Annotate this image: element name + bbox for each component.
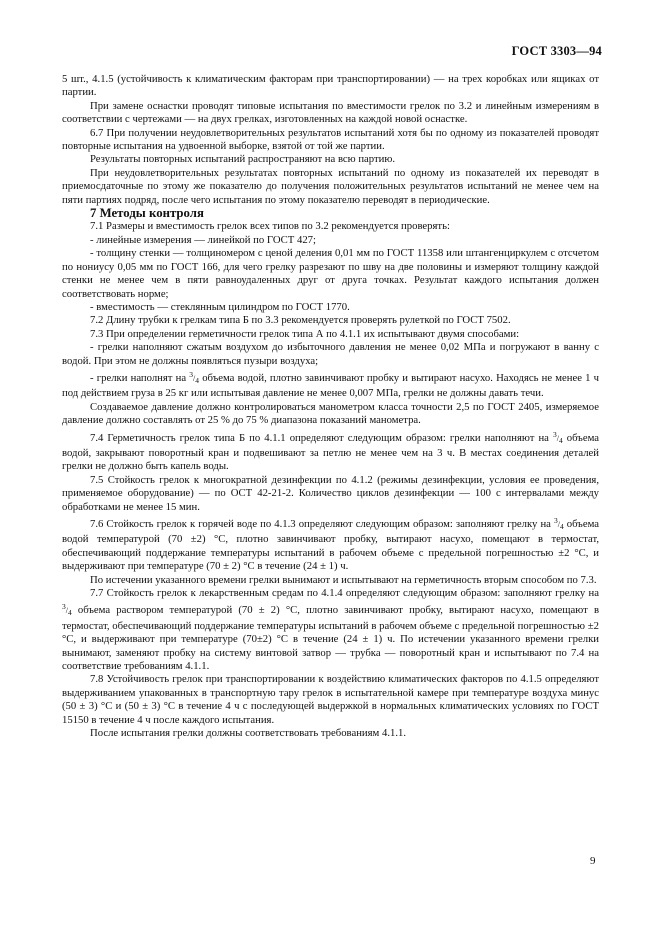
text-run: объема водой, закрывают поворотный кран и подвешивают за петлю не менее чем на 3 ч. В местах соединения деталей грелки не должно быть капель воды. [62, 431, 599, 473]
paragraph-7-6 [62, 514, 599, 574]
list-item: - толщину стенки — толщиномером с ценой деления 0,01 мм по ГОСТ 11358 или штангенциркулем с отсчетом по нониусу 0,05 мм по ГОСТ 166, для чего грелку разрезают по шву на две половины и измеряют толщину каждой стенки не менее чем в пяти равноудаленных друг от друга точках. Результат каждого испытания должен соответствовать норме; [62, 247, 599, 300]
list-item: - грелки наполняют сжатым воздухом до избыточного давления не менее 0,02 МПа и погружают в ванну с водой. При этом не должны появляться пузыри воздуха; [62, 341, 599, 367]
paragraph: Создаваемое давление должно контролироваться манометром класса точности 2,5 по ГОСТ 2405, измеряемое давление должно составлять от 25 % до 75 % диапазона показаний манометра. [62, 400, 599, 427]
text-run: 7.7 Стойкость грелок к лекарственным средам по 4.1.4 определяют следующим образом: заполняют грелку на [90, 587, 599, 600]
paragraph-7-8: 7.8 Устойчивость грелок при транспортировании к воздействию климатических факторов по 4.1.5 определяют выдерживанием упакованных в транспортную тару грелок в испытательной камере при температуре воздуха минус (50 ± 3) °С и (50 ± 3) °С в течение 4 ч с последующей выдержкой в нормальных климатических условиях по ГОСТ 15150 в течение 4 ч после каждого испытания. [62, 673, 599, 726]
fraction-den: 4 [558, 435, 563, 445]
text-run: объема раствором температурой (70 ± 2) °С, плотно завинчивают пробку, вытирают насухо, помещают в термостат, обеспечивающий поддержание температуры испытаний в рабочем объеме с предельной погрешностью ±2 °С, и выдерживают при температуре (70±2) °С в течение (24 ± 1) ч. По истечении указанного времени грелки вынимают, заменяют пробку на систему винтовой затвор — трубка — поворотный кран и испытывают по 7.4 на соответствие требованиям 4.1.1. [62, 604, 599, 673]
fraction: $^3/_4$ [553, 516, 564, 531]
paragraph: При неудовлетворительных результатах повторных испытаний по одному из показателей их переводят в приемосдаточные по этому же показателю до получения положительных результатов испытаний не менее чем на пяти партиях подряд, после чего испытания по этому показателю переводят в периодические. [62, 166, 599, 206]
fraction: $^3/_4$ [552, 429, 563, 445]
fraction-num: 3 [553, 516, 558, 525]
paragraph-7-3: 7.3 При определении герметичности грелок типа А по 4.1.1 их испытывают двумя способами: [90, 327, 520, 340]
text-run: 7.4 Герметичность грелок типа Б по 4.1.1 определяют следующим образом: грелки наполняют на [90, 431, 549, 444]
page-number: 9 [590, 855, 596, 867]
paragraph-7-2: 7.2 Длину трубки к грелкам типа Б по 3.3 рекомендуется проверять рулеткой по ГОСТ 7502. [90, 314, 511, 327]
list-item [62, 368, 599, 401]
fraction-den: 4 [195, 375, 200, 385]
fraction-den: 4 [559, 522, 564, 531]
fraction: $^3/_4$ [62, 602, 72, 618]
text-run: объема водой, плотно завинчивают пробку и вытирают насухо. Находясь не менее 1 ч под действием груза в 25 кг или испытывая давление не менее 0,007 МПа, грелки не должны давать течи. [62, 371, 600, 400]
document-body [62, 73, 599, 741]
paragraph-7-4 [62, 428, 599, 474]
text-run: - грелки наполнят на [90, 371, 187, 384]
paragraph-7-1: 7.1 Размеры и вместимость грелок всех типов по 3.2 рекомендуется проверять: [90, 220, 450, 233]
fraction-num: 3 [62, 602, 66, 612]
paragraph: Результаты повторных испытаний распространяют на всю партию. [90, 153, 396, 166]
list-item: - вместимость — стеклянным цилиндром по ГОСТ 1770. [90, 300, 350, 313]
paragraph: После испытания грелки должны соответствовать требованиям 4.1.1. [90, 727, 407, 740]
fraction-num: 3 [552, 429, 557, 439]
paragraph: При замене оснастки проводят типовые испытания по вместимости грелок по 3.2 и линейным измерениям в соответствии с чертежами — на двух грелках, изготовленных на каждой новой оснастке. [62, 99, 599, 126]
text-run: объема водой температурой (70 ±2) °С, плотно завинчивают пробку, вытирают насухо, помещают в термостат, обеспечивающий поддержание температуры испытаний в рабочем объеме с предельной погрешностью ±2 °С, и выдерживают при температуре (70 ± 2) °С в течение (24 ± 1) ч. [62, 518, 599, 573]
fraction-num: 3 [189, 369, 194, 379]
section-title: 7 Методы контроля [90, 206, 204, 221]
paragraph: По истечении указанного времени грелки вынимают и испытывают на герметичность вторым способом по 7.3. [90, 573, 597, 586]
list-item: - линейные измерения — линейкой по ГОСТ 427; [90, 233, 316, 246]
document-header: ГОСТ 3303—94 [511, 44, 602, 58]
paragraph-7-7 [62, 587, 599, 673]
paragraph: 6.7 При получении неудовлетворительных результатов испытаний хотя бы по одному из показателей проводят повторные испытания на удвоенной выборке, взятой от той же партии. [62, 126, 599, 153]
fraction: $^3/_4$ [189, 369, 200, 385]
paragraph: 5 шт., 4.1.5 (устойчивость к климатическим факторам при транспортировании) — на трех коробках или ящиках от партии. [62, 73, 599, 99]
fraction-den: 4 [67, 608, 72, 618]
paragraph-7-5: 7.5 Стойкость грелок к многократной дезинфекции по 4.1.2 (режимы дезинфекции, условия ее проведения, применяемое оборудование) — по ОСТ 42-21-2. Количество циклов дезинфекции — 100 с интервалами между обработками не менее 15 мин. [62, 473, 599, 513]
text-run: 7.6 Стойкость грелок к горячей воде по 4.1.3 определяют следующим образом: заполняют грелку на [90, 518, 551, 530]
